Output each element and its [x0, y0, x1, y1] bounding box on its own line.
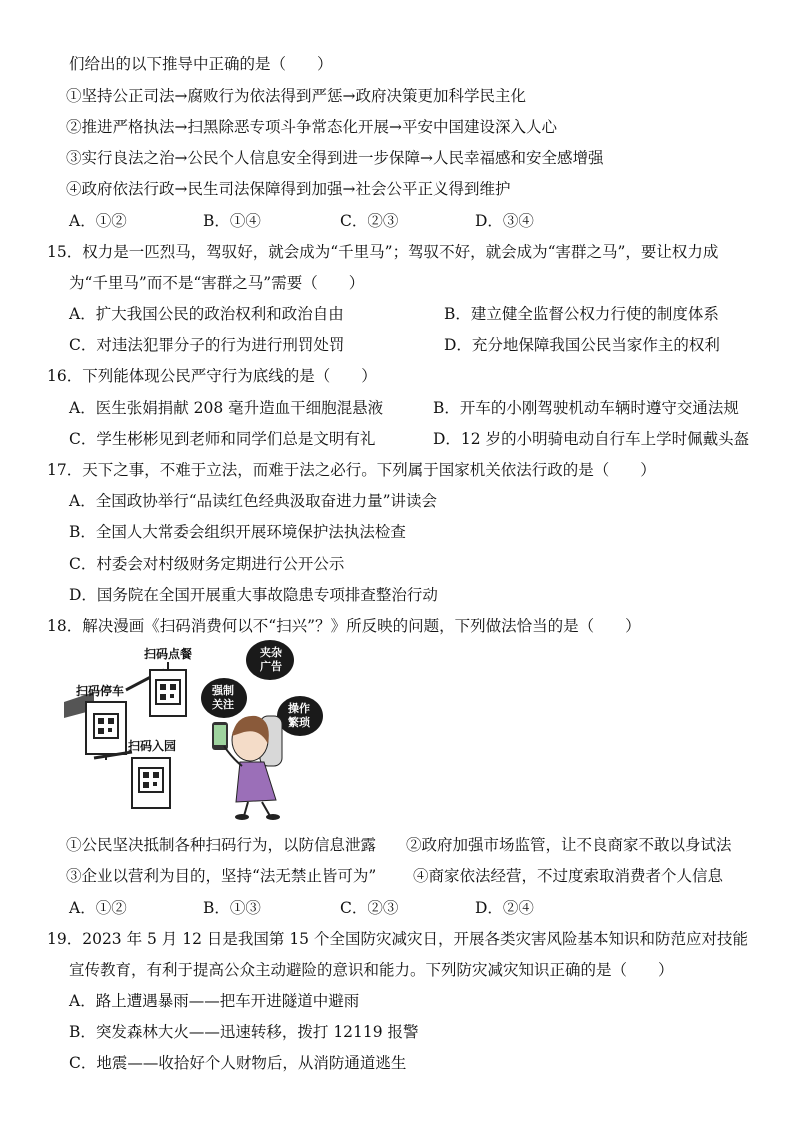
q19-option-a[interactable]: A．路上遭遇暴雨——把车开进隧道中避雨	[69, 992, 360, 1010]
q19-option-b[interactable]: B．突发森林大火——迅速转移，拨打 12119 报警	[69, 1023, 419, 1041]
svg-text:强制: 强制	[212, 684, 234, 697]
q19-stem-line-1: 19．2023 年 5 月 12 日是我国第 15 个全国防灾减灾日，开展各类灾害风险基本知识和防范应对技能	[47, 930, 748, 948]
q15-option-a[interactable]: A．扩大我国公民的政治权利和政治自由	[69, 305, 344, 323]
svg-text:广告: 广告	[260, 660, 282, 673]
q16-option-d[interactable]: D．12 岁的小明骑电动自行车上学时佩戴头盔	[433, 430, 750, 448]
q16-option-a[interactable]: A．医生张娟捐献 208 毫升造血干细胞混悬液	[69, 399, 384, 417]
svg-text:繁琐: 繁琐	[288, 716, 310, 729]
q15-option-c[interactable]: C．对违法犯罪分子的行为进行刑罚处罚	[69, 336, 345, 354]
q15-option-b[interactable]: B．建立健全监督公权力行使的制度体系	[444, 305, 719, 323]
q18-option-b[interactable]: B．①③	[203, 899, 261, 917]
q14-item-1: ①坚持公正司法→腐败行为依法得到严惩→政府决策更加科学民主化	[66, 87, 526, 105]
svg-text:操作: 操作	[288, 702, 310, 715]
q17-option-a[interactable]: A．全国政协举行“品读红色经典汲取奋进力量”讲读会	[69, 492, 438, 510]
q14-option-c[interactable]: C．②③	[340, 212, 399, 230]
sign-ordering-label: 扫码点餐	[144, 647, 193, 661]
q14-item-3: ③实行良法之治→公民个人信息安全得到进一步保障→人民幸福感和安全感增强	[66, 149, 604, 167]
q15-stem-line-1: 15．权力是一匹烈马，驾驭好，就会成为“千里马”；驾驭不好，就会成为“害群之马”，要让权力成	[47, 243, 719, 261]
q19-option-c[interactable]: C．地震——收拾好个人财物后，从消防通道逃生	[69, 1054, 407, 1072]
q18-item-1: ①公民坚决抵制各种扫码行为，以防信息泄露	[66, 836, 377, 854]
svg-text:关注: 关注	[212, 698, 234, 711]
bubble-forced-follow	[201, 678, 247, 718]
q18-option-a[interactable]: A．①②	[69, 899, 127, 917]
q14-item-2: ②推进严格执法→扫黑除恶专项斗争常态化开展→平安中国建设深入人心	[66, 118, 557, 136]
q16-option-c[interactable]: C．学生彬彬见到老师和同学们总是文明有礼	[69, 430, 376, 448]
q17-option-c[interactable]: C．村委会对村级财务定期进行公开公示	[69, 555, 345, 573]
q18-option-d[interactable]: D．②④	[475, 899, 534, 917]
q18-option-c[interactable]: C．②③	[340, 899, 399, 917]
q18-cartoon	[64, 640, 334, 820]
q17-stem: 17．天下之事，不难于立法，而难于法之必行。下列属于国家机关依法行政的是（ ）	[47, 461, 656, 479]
q14-option-b[interactable]: B．①④	[203, 212, 261, 230]
q15-stem-line-2: 为“千里马”而不是“害群之马”需要（ ）	[69, 274, 365, 292]
q16-option-b[interactable]: B．开车的小刚驾驶机动车辆时遵守交通法规	[433, 399, 739, 417]
q14-item-4: ④政府依法行政→民生司法保障得到加强→社会公平正义得到维护	[66, 180, 511, 198]
q16-stem: 16．下列能体现公民严守行为底线的是（ ）	[47, 367, 377, 385]
svg-text:夹杂: 夹杂	[260, 646, 282, 659]
bubble-complex	[277, 696, 323, 736]
q18-item-4: ④商家依法经营，不过度索取消费者个人信息	[413, 867, 724, 885]
bubble-ads	[246, 640, 294, 680]
q17-option-b[interactable]: B．全国人大常委会组织开展环境保护法执法检查	[69, 523, 406, 541]
q14-option-d[interactable]: D．③④	[475, 212, 534, 230]
sign-parking-label: 扫码停车	[76, 684, 125, 698]
q18-item-3: ③企业以营利为目的，坚持“法无禁止皆可为”	[66, 867, 377, 885]
q18-stem: 18．解决漫画《扫码消费何以不“扫兴”？》所反映的问题，下列做法恰当的是（ ）	[47, 617, 641, 635]
sign-park-entry-label: 扫码入园	[128, 739, 177, 753]
q15-option-d[interactable]: D．充分地保障我国公民当家作主的权利	[444, 336, 720, 354]
q19-stem-line-2: 宣传教育，有利于提高公众主动避险的意识和能力。下列防灾减灾知识正确的是（ ）	[69, 961, 674, 979]
sign-parking	[76, 683, 126, 760]
q14-stem-tail: 们给出的以下推导中正确的是（ ）	[69, 55, 333, 73]
q18-item-2: ②政府加强市场监管，让不良商家不敢以身试法	[406, 836, 732, 854]
sign-ordering	[126, 646, 192, 716]
q14-option-a[interactable]: A．①②	[69, 212, 127, 230]
q17-option-d[interactable]: D．国务院在全国开展重大事故隐患专项排查整治行动	[69, 586, 438, 604]
woman-with-phone	[212, 716, 282, 820]
